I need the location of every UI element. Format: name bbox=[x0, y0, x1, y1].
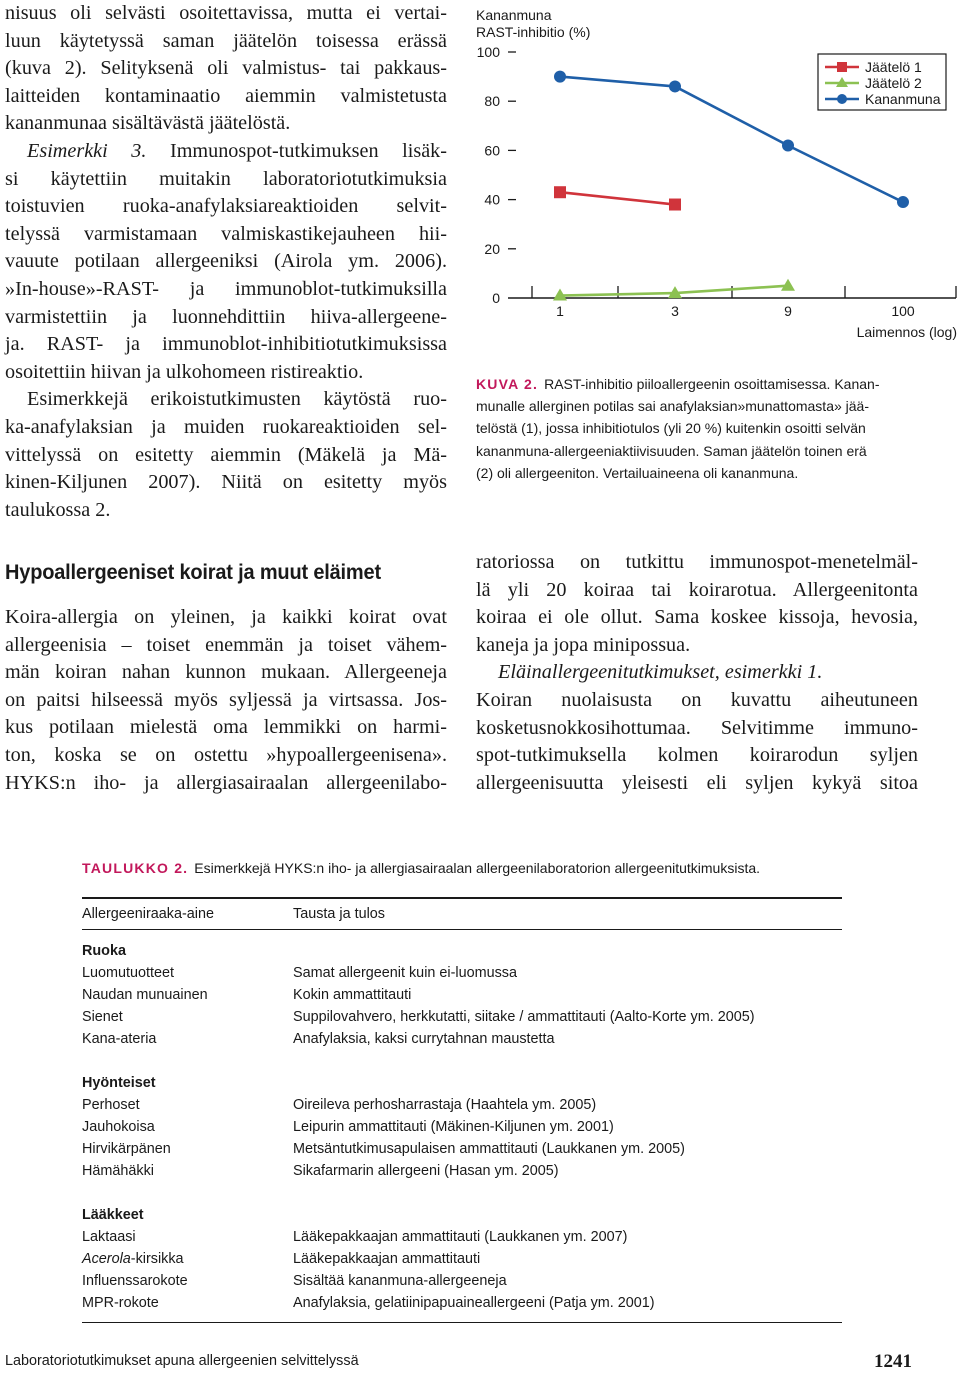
legend-marker-square bbox=[837, 62, 847, 72]
body-text-left-top bbox=[5, 0, 447, 524]
x-tick-label: 3 bbox=[671, 303, 679, 319]
table-group bbox=[82, 940, 842, 1050]
text-line bbox=[5, 687, 447, 715]
x-axis-label: Laimennos (log) bbox=[856, 324, 957, 340]
table-header bbox=[82, 897, 842, 930]
table-group bbox=[82, 1204, 842, 1314]
table-row bbox=[82, 962, 842, 984]
table-group bbox=[82, 1072, 842, 1182]
text-line bbox=[5, 632, 447, 660]
line-text: allergeenisuutta yleisesti eli syljen kykyä sitoa bbox=[476, 771, 918, 794]
table-cell-background: Leipurin ammattitauti (Mäkinen-Kiljunen ym. 2001) bbox=[293, 1119, 614, 1135]
line-text: män koiran nahan kunnon mukaan. Allergeeneja bbox=[5, 661, 447, 684]
table-cell-background: Samat allergeenit kuin ei-luomussa bbox=[293, 965, 517, 981]
table-cell-background: Anafylaksia, kaksi currytahnan maustetta bbox=[293, 1031, 555, 1047]
line-text: HYKS:n iho- ja allergiasairaalan allergeenilabo- bbox=[5, 771, 447, 794]
caption-line: munalle allerginen potilas sai anafylaksian»munattomasta» jää- bbox=[476, 398, 870, 415]
text-line bbox=[476, 742, 918, 770]
table-cell-substance: Jauhokoisa bbox=[82, 1119, 155, 1135]
caption-line: telöstä (1), jossa inhibitiotulos (yli 20 %) kuitenkin osoitti selvän bbox=[476, 420, 866, 437]
data-point-triangle bbox=[781, 279, 795, 291]
line-text: luun käytetyssä saman jäätelön toisessa erässä bbox=[5, 29, 447, 52]
table-row bbox=[82, 1138, 842, 1160]
page-number: 1241 bbox=[874, 1351, 912, 1372]
table-header-col-2: Tausta ja tulos bbox=[293, 906, 385, 922]
y-tick-label: 20 bbox=[484, 240, 500, 257]
text-line bbox=[476, 715, 918, 743]
table-cell-substance: Perhoset bbox=[82, 1097, 140, 1113]
table-category-row bbox=[82, 1072, 842, 1094]
table-cell-substance: Hirvikärpänen bbox=[82, 1141, 171, 1157]
italic-term: Acerola bbox=[82, 1251, 131, 1267]
text-line bbox=[5, 248, 447, 276]
text-line bbox=[5, 304, 447, 332]
x-tick-label: 1 bbox=[556, 303, 564, 319]
line-text: Immunospot-tutkimuksen lisäk- bbox=[146, 139, 447, 162]
table-row bbox=[82, 984, 842, 1006]
data-point-circle bbox=[782, 139, 794, 151]
table-row bbox=[82, 1226, 842, 1248]
line-text: koiraa ei ole ollut. Sama koskee kissoja, hevosia, bbox=[476, 606, 918, 629]
table-body bbox=[82, 940, 842, 1314]
line-text: allergeenisia – toiset enemmän ja toiset vähem- bbox=[5, 633, 447, 656]
table-category: Ruoka bbox=[82, 943, 126, 959]
legend-marker-circle bbox=[837, 94, 847, 104]
y-tick-label: 100 bbox=[476, 44, 500, 60]
table-cell-substance: Luomutuotteet bbox=[82, 965, 175, 981]
table-category-row bbox=[82, 940, 842, 962]
table-cell-substance: Influenssarokote bbox=[82, 1273, 188, 1289]
table-cell-substance: Laktaasi bbox=[82, 1229, 136, 1245]
data-point-square bbox=[554, 186, 566, 198]
table-cell-substance: Hämähäkki bbox=[82, 1163, 154, 1179]
legend-label: Jäätelö 1 bbox=[865, 59, 922, 75]
table-row bbox=[82, 1094, 842, 1116]
text-line bbox=[476, 687, 918, 715]
line-text: kus potilaan mielestä oma lemmikki on harmi- bbox=[5, 716, 447, 739]
table-cell-background: Metsäntutkimusapulaisen ammattitauti (Laukkanen ym. 2005) bbox=[293, 1141, 685, 1157]
line-text: laitteiden kontaminaatio aiemmin valmistetusta bbox=[5, 84, 447, 107]
figure-caption-lines bbox=[476, 395, 926, 484]
line-text: vittelyssä on esitetty aiemmin (Mäkelä ja Mä- bbox=[5, 443, 447, 466]
lead-phrase: Esimerkki 3. bbox=[27, 139, 147, 162]
line-text: kananmunaa sisältävästä jäätelöstä. bbox=[5, 112, 291, 135]
table-row bbox=[82, 1028, 842, 1050]
line-text: toistuvien ruoka-anafylaksiareaktioiden selvit- bbox=[5, 195, 447, 218]
text-line bbox=[5, 193, 447, 221]
table-bottom-rule bbox=[82, 1322, 842, 1323]
caption-line: (2) oli allergeeniton. Vertailuaineena oli kananmuna. bbox=[476, 464, 799, 481]
table-row bbox=[82, 1116, 842, 1138]
line-text: Koira-allergia on yleinen, ja kaikki koirat ovat bbox=[5, 606, 447, 628]
text-line bbox=[476, 632, 918, 660]
line-text: nisuus oli selvästi osoitettavissa, mutta ei vertai- bbox=[5, 2, 447, 24]
series-line bbox=[560, 192, 675, 204]
text-line bbox=[476, 577, 918, 605]
text-line bbox=[476, 770, 918, 798]
table-cell-substance: MPR-rokote bbox=[82, 1295, 159, 1311]
line-text: kosketusnokkosihottumaa. Selvitimme immuno- bbox=[476, 716, 918, 739]
table-cell-background: Kokin ammattitauti bbox=[293, 987, 412, 1003]
text-line bbox=[5, 138, 447, 166]
text-line bbox=[5, 442, 447, 470]
text-line bbox=[476, 549, 918, 577]
data-point-circle bbox=[897, 196, 909, 208]
text-line bbox=[5, 83, 447, 111]
line-text: si käytettiin muitakin laboratoriotutkimuksia bbox=[5, 167, 447, 190]
table-row bbox=[82, 1160, 842, 1182]
x-tick-label: 9 bbox=[784, 303, 792, 319]
line-text: kaneja ja jopa minipossua. bbox=[476, 633, 691, 656]
text-line bbox=[5, 414, 447, 442]
line-text: spot-tutkimuksella kolmen koirarodun syljen bbox=[476, 744, 918, 767]
table-cell-background: Anafylaksia, gelatiinipapuaineallergeeni (Patja ym. 2001) bbox=[293, 1295, 655, 1311]
y-tick-label: 80 bbox=[484, 93, 500, 110]
legend-label: Kananmuna bbox=[865, 91, 941, 107]
table-cell-substance: Sienet bbox=[82, 1009, 123, 1025]
text-line bbox=[5, 469, 447, 497]
x-tick-label: 100 bbox=[891, 303, 915, 319]
text-line bbox=[5, 331, 447, 359]
line-text: ka-anafylaksian ja muiden ruokareaktioiden sel- bbox=[5, 415, 447, 438]
y-axis-label-line-1: Kananmuna bbox=[476, 7, 552, 23]
table-cell-substance: Acerola-kirsikka bbox=[82, 1251, 184, 1267]
table-category-row bbox=[82, 1204, 842, 1226]
table-row bbox=[82, 1006, 842, 1028]
body-text-left-bottom bbox=[5, 604, 447, 797]
figure-caption bbox=[476, 373, 926, 484]
rast-inhibition-chart bbox=[470, 0, 960, 350]
line-text: varmistettiin ja luonnehdittiin hiiva-allergeene- bbox=[5, 305, 447, 328]
legend-label: Jäätelö 2 bbox=[865, 75, 922, 91]
data-point-circle bbox=[669, 80, 681, 92]
text-line bbox=[5, 497, 447, 525]
text-line bbox=[5, 28, 447, 56]
text-line bbox=[5, 714, 447, 742]
text-line bbox=[5, 166, 447, 194]
y-tick-label: 0 bbox=[492, 290, 500, 306]
text-line bbox=[5, 742, 447, 770]
data-point-circle bbox=[554, 71, 566, 83]
table-caption-label: TAULUKKO 2. bbox=[82, 860, 189, 876]
line-text: ton, koska se on ostettu »hypoallergeenisena». bbox=[5, 743, 447, 766]
line-text: Esimerkkejä erikoistutkimusten käytöstä ruo- bbox=[27, 388, 447, 411]
text-line bbox=[5, 55, 447, 83]
table-category: Lääkkeet bbox=[82, 1207, 144, 1223]
y-tick-label: 60 bbox=[484, 142, 500, 159]
table-category: Hyönteiset bbox=[82, 1075, 156, 1091]
text-line bbox=[5, 386, 447, 414]
table-cell-background: Sisältää kananmuna-allergeeneja bbox=[293, 1273, 507, 1289]
table-cell-background: Suppilovahvero, herkkutatti, siitake / ammattitauti (Aalto-Korte ym. 2005) bbox=[293, 1009, 755, 1025]
lead-phrase: Eläinallergeenitutkimukset, esimerkki 1. bbox=[498, 661, 823, 684]
text-line bbox=[5, 110, 447, 138]
line-text: telyssä varmistamaan valmiskastikejauheen hii- bbox=[5, 222, 447, 245]
figure-caption-label: KUVA 2. bbox=[476, 376, 539, 392]
text-line bbox=[5, 0, 447, 28]
line-text: ratoriossa on tutkittu immunospot-menetelmäl- bbox=[476, 551, 918, 573]
line-text: kinen-Kiljunen 2007). Niitä on esitetty myös bbox=[5, 471, 447, 494]
figure-caption-text: RAST-inhibitio piiloallergeenin osoittamisessa. Kanan- bbox=[544, 376, 880, 392]
table-cell-substance: Naudan munuainen bbox=[82, 987, 208, 1003]
table-row bbox=[82, 1292, 842, 1314]
y-axis-label-line-2: RAST-inhibitio (%) bbox=[476, 24, 591, 40]
table-row bbox=[82, 1248, 842, 1270]
body-text-right-bottom bbox=[476, 549, 918, 797]
line-text: vauute potilaan allergeeniksi (Airola ym. 2006). bbox=[5, 250, 447, 273]
text-line bbox=[5, 659, 447, 687]
section-heading: Hypoallergeeniset koirat ja muut eläimet bbox=[5, 560, 381, 584]
table-cell-background: Oireileva perhosharrastaja (Haahtela ym. 2005) bbox=[293, 1097, 597, 1113]
running-footer: Laboratoriotutkimukset apuna allergeenien selvittelyssä bbox=[5, 1353, 359, 1369]
line-text: »In-house»-RAST- ja immunoblot-tutkimuksilla bbox=[5, 277, 447, 300]
text-line bbox=[476, 659, 918, 687]
line-text: on paitsi hilseessä myös syljessä ja virtsassa. Jos- bbox=[5, 688, 447, 711]
line-text: (kuva 2). Selityksenä oli valmistus- tai pakkaus- bbox=[5, 57, 447, 80]
table-cell-background: Lääkepakkaajan ammattitauti (Laukkanen ym. 2007) bbox=[293, 1229, 628, 1245]
text-line bbox=[5, 276, 447, 304]
allergen-table bbox=[82, 897, 842, 1323]
table-cell-substance: Kana-ateria bbox=[82, 1031, 157, 1047]
table-cell-background: Lääkepakkaajan ammattitauti bbox=[293, 1251, 481, 1267]
line-text: Koiran nuolaisusta on kuvattu aiheutuneen bbox=[476, 688, 918, 711]
line-text: taulukossa 2. bbox=[5, 498, 111, 521]
data-point-square bbox=[669, 199, 681, 211]
line-text: lä yli 20 koiraa tai koirarotua. Allergeenitonta bbox=[476, 578, 918, 601]
text-line bbox=[5, 604, 447, 632]
text-line bbox=[5, 221, 447, 249]
line-text: osoitettiin hiivan ja ulkohomeen ristireaktio. bbox=[5, 360, 364, 383]
table-header-col-1: Allergeeniraaka-aine bbox=[82, 906, 214, 922]
text-line bbox=[5, 359, 447, 387]
table-row bbox=[82, 1270, 842, 1292]
table-caption bbox=[82, 860, 882, 876]
caption-line: kananmuna-allergeeniaktiivisuuden. Saman jäätelön toinen erä bbox=[476, 442, 867, 459]
table-caption-text: Esimerkkejä HYKS:n iho- ja allergiasairaalan allergeenilaboratorion allergeenitutkimuksista. bbox=[194, 860, 761, 876]
line-text: ja. RAST- ja immunoblot-inhibitiotutkimuksissa bbox=[5, 333, 447, 356]
y-tick-label: 40 bbox=[484, 191, 500, 208]
text-line bbox=[5, 770, 447, 798]
text-line bbox=[476, 604, 918, 632]
table-cell-background: Sikafarmarin allergeeni (Hasan ym. 2005) bbox=[293, 1163, 559, 1179]
